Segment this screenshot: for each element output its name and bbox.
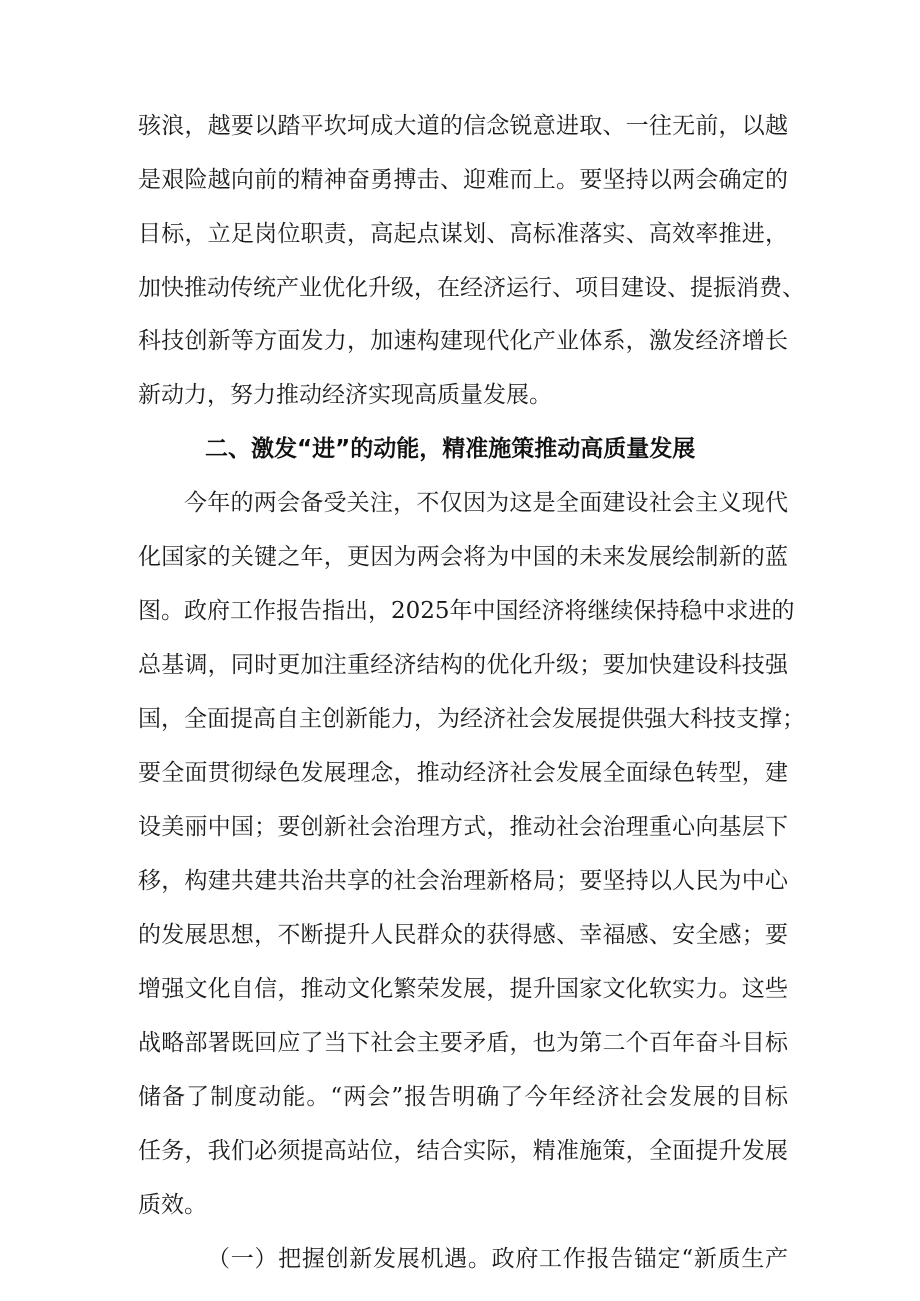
paragraph-1-line-3: 目标，立足岗位职责，高起点谋划、高标准落实、高效率推进， bbox=[138, 221, 788, 247]
paragraph-2-line-13: 任务，我们必须提高站位，结合实际，精准施策，全面提升发展 bbox=[138, 1138, 788, 1164]
paragraph-1-line-1: 骇浪，越要以踏平坎坷成大道的信念锐意进取、一往无前，以越 bbox=[138, 113, 788, 139]
paragraph-1-line-4: 加快推动传统产业优化升级，在经济运行、项目建设、提振消费、 bbox=[138, 275, 805, 301]
paragraph-1-line-5: 科技创新等方面发力，加速构建现代化产业体系，激发经济增长 bbox=[138, 328, 788, 354]
paragraph-2-line-3: 图。政府工作报告指出，2025年中国经济将继续保持稳中求进的 bbox=[138, 598, 795, 624]
paragraph-2-line-5: 国，全面提高自主创新能力，为经济社会发展提供强大科技支撑； bbox=[138, 706, 805, 732]
paragraph-2-line-1: 今年的两会备受关注，不仅因为这是全面建设社会主义现代 bbox=[184, 490, 788, 516]
paragraph-2-line-14: 质效。 bbox=[138, 1192, 207, 1218]
paragraph-2-line-7: 设美丽中国；要创新社会治理方式，推动社会治理重心向基层下 bbox=[138, 814, 788, 840]
paragraph-2-line-11: 战略部署既回应了当下社会主要矛盾，也为第二个百年奋斗目标 bbox=[138, 1030, 788, 1056]
paragraph-2-line-9: 的发展思想，不断提升人民群众的获得感、幸福感、安全感；要 bbox=[138, 922, 788, 948]
paragraph-2-line-2: 化国家的关键之年，更因为两会将为中国的未来发展绘制新的蓝 bbox=[138, 544, 788, 570]
paragraph-3-line-1: （一）把握创新发展机遇。政府工作报告锚定“新质生产 bbox=[207, 1246, 788, 1272]
paragraph-2-line-8: 移，构建共建共治共享的社会治理新格局；要坚持以人民为中心 bbox=[138, 868, 788, 894]
paragraph-2-line-6: 要全面贯彻绿色发展理念，推动经济社会发展全面绿色转型，建 bbox=[138, 760, 788, 786]
paragraph-2-line-4: 总基调，同时更加注重经济结构的优化升级；要加快建设科技强 bbox=[138, 652, 788, 678]
paragraph-2-line-12: 储备了制度动能。“两会”报告明确了今年经济社会发展的目标 bbox=[138, 1084, 788, 1110]
paragraph-2-line-10: 增强文化自信，推动文化繁荣发展，提升国家文化软实力。这些 bbox=[138, 976, 788, 1002]
paragraph-1-line-2: 是艰险越向前的精神奋勇搏击、迎难而上。要坚持以两会确定的 bbox=[138, 167, 788, 193]
section-heading: 二、激发“进”的动能，精准施策推动高质量发展 bbox=[205, 436, 696, 462]
paragraph-1-line-6: 新动力，努力推动经济实现高质量发展。 bbox=[138, 382, 552, 408]
